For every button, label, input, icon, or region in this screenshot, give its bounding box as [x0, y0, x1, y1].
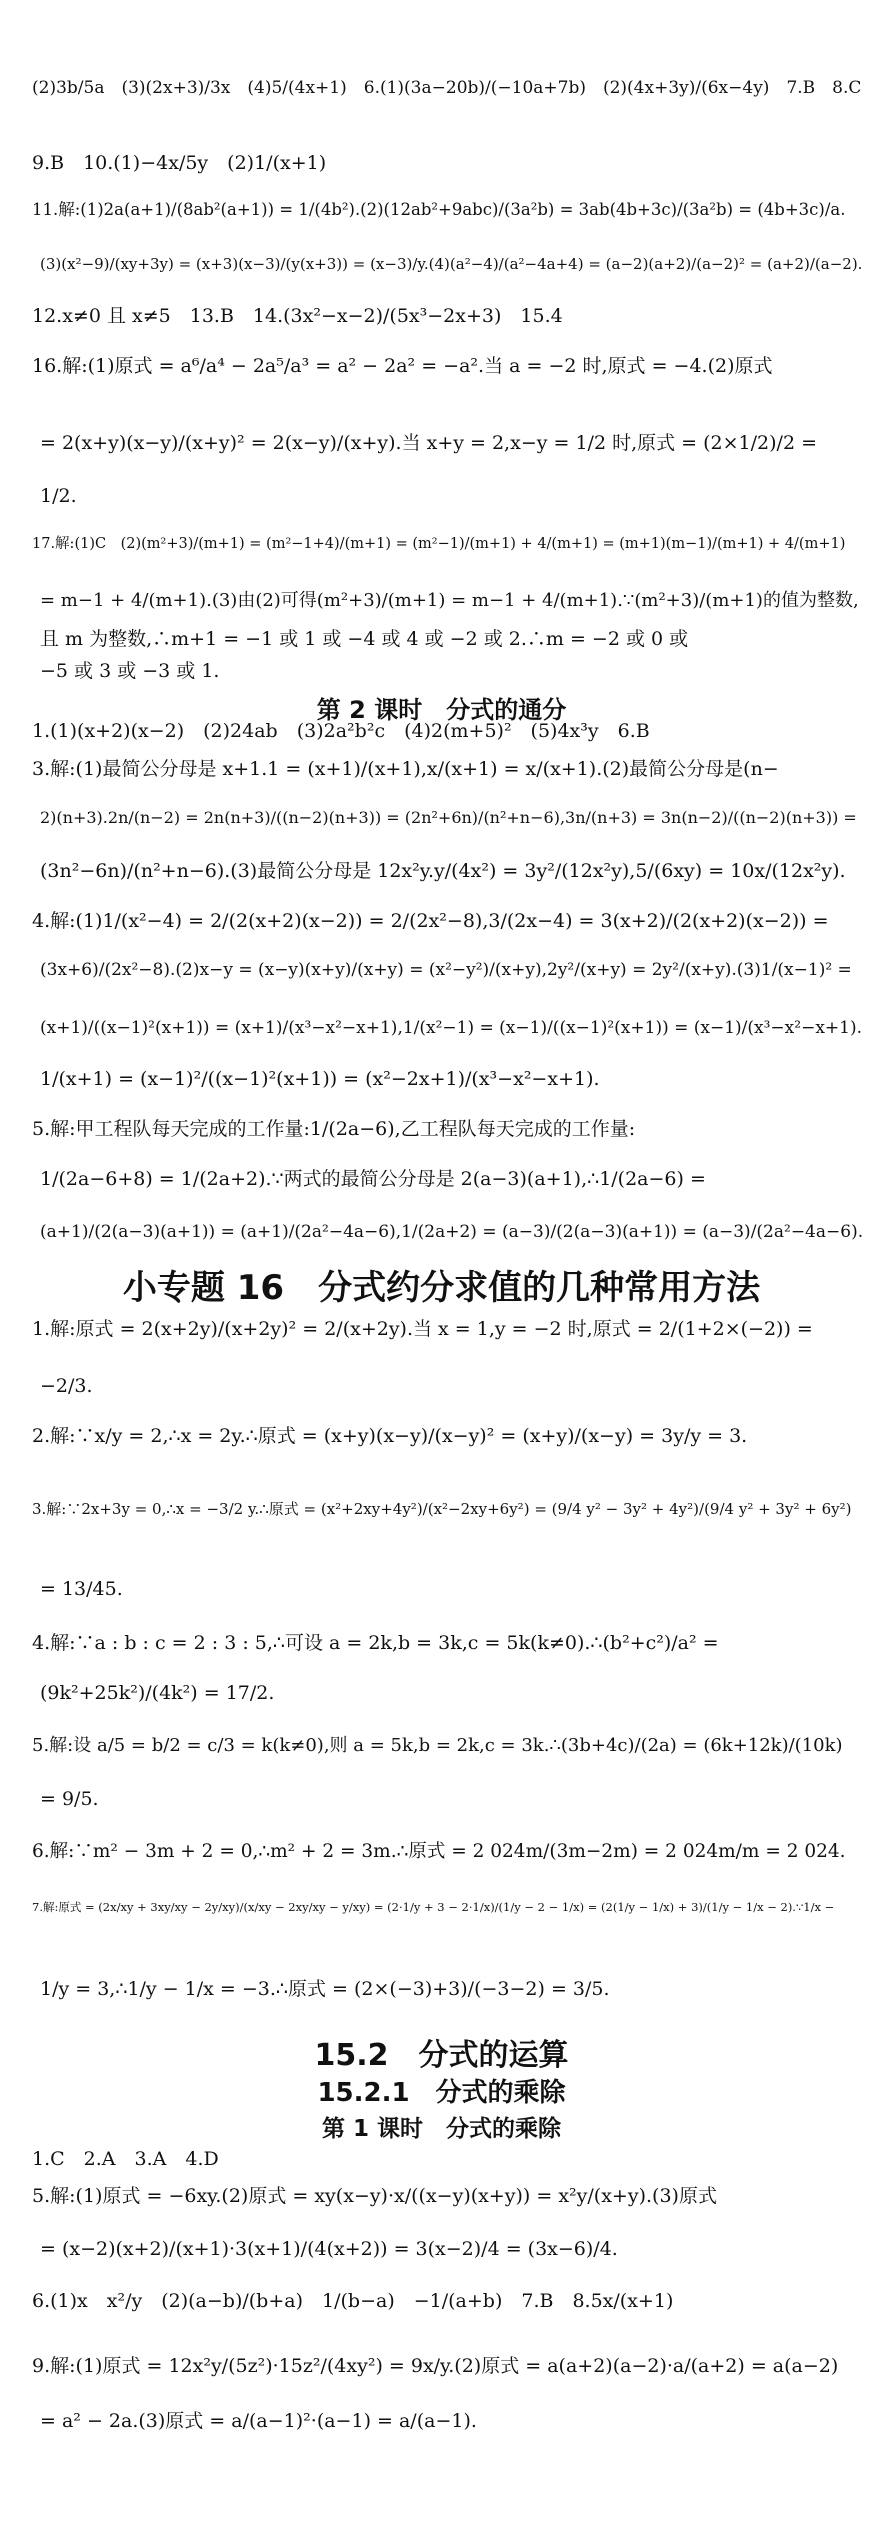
answer-line: 7.解:原式 = (2x/xy + 3xy/xy − 2y/xy)/(x/xy − 2xy/xy − y/xy) = (2·1/y + 3 − 2·1/x)/(1/y − 2 − 1/x) = (2(1/y − 1/x) + 3)/(1/y − 1/x − 2).∵1/x − [32, 1900, 835, 1914]
answer-line: 1/(x+1) = (x−1)²/((x−1)²(x+1)) = (x²−2x+1)/(x³−x²−x+1). [40, 1068, 600, 1090]
answer-line: (a+1)/(2(a−3)(a+1)) = (a+1)/(2a²−4a−6),1/(2a+2) = (a−3)/(2(a−3)(a+1)) = (a−3)/(2a²−4a−6). [40, 1222, 863, 1242]
answer-line: −2/3. [40, 1375, 93, 1397]
answer-line: 5.解:(1)原式 = −6xy.(2)原式 = xy(x−y)·x/((x−y)(x+y)) = x²y/(x+y).(3)原式 [32, 2185, 717, 2207]
answer-line: 2.解:∵x/y = 2,∴x = 2y.∴原式 = (x+y)(x−y)/(x−y)² = (x+y)/(x−y) = 3y/y = 3. [32, 1425, 748, 1447]
answer-line: 1/(2a−6+8) = 1/(2a+2).∵两式的最简公分母是 2(a−3)(a+1),∴1/(2a−6) = [40, 1168, 706, 1190]
answer-line: −5 或 3 或 −3 或 1. [40, 660, 220, 682]
lesson-heading: 第 1 课时 分式的乘除 [321, 2116, 562, 2142]
answer-line: (3)(x²−9)/(xy+3y) = (x+3)(x−3)/(y(x+3)) = (x−3)/y.(4)(a²−4)/(a²−4a+4) = (a−2)(a+2)/(a−2)² = (a+2)/(a−2). [40, 255, 863, 273]
lesson-heading: 第 2 课时 分式的通分 [316, 696, 567, 724]
answer-line: = a² − 2a.(3)原式 = a/(a−1)²·(a−1) = a/(a−1). [40, 2410, 477, 2432]
answer-line: 16.解:(1)原式 = a⁶/a⁴ − 2a⁵/a³ = a² − 2a² = −a².当 a = −2 时,原式 = −4.(2)原式 [32, 355, 773, 377]
answer-line: 9.B 10.(1)−4x/5y (2)1/(x+1) [32, 152, 327, 174]
answer-line: 1/2. [40, 485, 77, 507]
answer-line: (3x+6)/(2x²−8).(2)x−y = (x−y)(x+y)/(x+y) = (x²−y²)/(x+y),2y²/(x+y) = 2y²/(x+y).(3)1/(x−1)² = [40, 960, 852, 980]
answer-line: 5.解:设 a/5 = b/2 = c/3 = k(k≠0),则 a = 5k,b = 2k,c = 3k.∴(3b+4c)/(2a) = (6k+12k)/(10k) [32, 1735, 843, 1756]
answer-line: 1.C 2.A 3.A 4.D [32, 2148, 219, 2170]
answer-line: = m−1 + 4/(m+1).(3)由(2)可得(m²+3)/(m+1) = m−1 + 4/(m+1).∵(m²+3)/(m+1)的值为整数, [40, 590, 859, 611]
answer-line: 1.解:原式 = 2(x+2y)/(x+2y)² = 2/(x+2y).当 x = 1,y = −2 时,原式 = 2/(1+2×(−2)) = [32, 1318, 813, 1340]
answer-line: 12.x≠0 且 x≠5 13.B 14.(3x²−x−2)/(5x³−2x+3) 15.4 [32, 305, 563, 327]
answer-line: 17.解:(1)C (2)(m²+3)/(m+1) = (m²−1+4)/(m+1) = (m²−1)/(m+1) + 4/(m+1) = (m+1)(m−1)/(m+1) + 4/(m+1) [32, 536, 846, 552]
answer-line: (2)3b/5a (3)(2x+3)/3x (4)5/(4x+1) 6.(1)(3a−20b)/(−10a+7b) (2)(4x+3y)/(6x−4y) 7.B 8.C [32, 78, 862, 98]
answer-line: 6.(1)x x²/y (2)(a−b)/(b+a) 1/(b−a) −1/(a+b) 7.B 8.5x/(x+1) [32, 2290, 674, 2312]
answer-line: 6.解:∵m² − 3m + 2 = 0,∴m² + 2 = 3m.∴原式 = 2 024m/(3m−2m) = 2 024m/m = 2 024. [32, 1841, 846, 1862]
answer-line: (x+1)/((x−1)²(x+1)) = (x+1)/(x³−x²−x+1),1/(x²−1) = (x−1)/((x−1)²(x+1)) = (x−1)/(x³−x²−x+1). [40, 1018, 863, 1038]
answer-line: = (x−2)(x+2)/(x+1)·3(x+1)/(4(x+2)) = 3(x−2)/4 = (3x−6)/4. [40, 2238, 618, 2260]
answer-line: 5.解:甲工程队每天完成的工作量:1/(2a−6),乙工程队每天完成的工作量: [32, 1118, 636, 1140]
answer-line: 1/y = 3,∴1/y − 1/x = −3.∴原式 = (2×(−3)+3)/(−3−2) = 3/5. [40, 1978, 610, 2000]
topic-heading: 小专题 16 分式约分求值的几种常用方法 [122, 1268, 761, 1308]
answer-line: = 13/45. [40, 1578, 123, 1600]
answer-line: 3.解:(1)最简公分母是 x+1.1 = (x+1)/(x+1),x/(x+1) = x/(x+1).(2)最简公分母是(n− [32, 758, 779, 780]
answer-line: 3.解:∵2x+3y = 0,∴x = −3/2 y.∴原式 = (x²+2xy+4y²)/(x²−2xy+6y²) = (9/4 y² − 3y² + 4y²)/(9/4 y² + 3y² + 6y²) [32, 1500, 852, 1518]
answer-line: 2)(n+3).2n/(n−2) = 2n(n+3)/((n−2)(n+3)) = (2n²+6n)/(n²+n−6),3n/(n+3) = 3n(n−2)/((n−2)(n+3)) = [40, 808, 857, 827]
answer-line: = 2(x+y)(x−y)/(x+y)² = 2(x−y)/(x+y).当 x+y = 2,x−y = 1/2 时,原式 = (2×1/2)/2 = [40, 432, 817, 454]
answer-line: (9k²+25k²)/(4k²) = 17/2. [40, 1682, 275, 1704]
answer-line: 且 m 为整数,∴m+1 = −1 或 1 或 −4 或 4 或 −2 或 2.∴m = −2 或 0 或 [40, 628, 689, 650]
answer-line: 11.解:(1)2a(a+1)/(8ab²(a+1)) = 1/(4b²).(2)(12ab²+9abc)/(3a²b) = 3ab(4b+3c)/(3a²b) = (4b+3c)/a. [32, 200, 846, 219]
answer-line: 1.(1)(x+2)(x−2) (2)24ab (3)2a²b²c (4)2(m+5)² (5)4x³y 6.B [32, 720, 650, 742]
section-heading: 15.2 分式的运算 [314, 2038, 569, 2073]
answer-line: 4.解:(1)1/(x²−4) = 2/(2(x+2)(x−2)) = 2/(2x²−8),3/(2x−4) = 3(x+2)/(2(x+2)(x−2)) = [32, 910, 829, 932]
answer-line: 4.解:∵a : b : c = 2 : 3 : 5,∴可设 a = 2k,b = 3k,c = 5k(k≠0).∴(b²+c²)/a² = [32, 1632, 719, 1654]
subsection-heading: 15.2.1 分式的乘除 [317, 2078, 566, 2108]
answer-line: 9.解:(1)原式 = 12x²y/(5z²)·15z²/(4xy²) = 9x/y.(2)原式 = a(a+2)(a−2)·a/(a+2) = a(a−2) [32, 2355, 839, 2377]
answer-line: = 9/5. [40, 1788, 99, 1810]
answer-line: (3n²−6n)/(n²+n−6).(3)最简公分母是 12x²y.y/(4x²) = 3y²/(12x²y),5/(6xy) = 10x/(12x²y). [40, 860, 846, 882]
